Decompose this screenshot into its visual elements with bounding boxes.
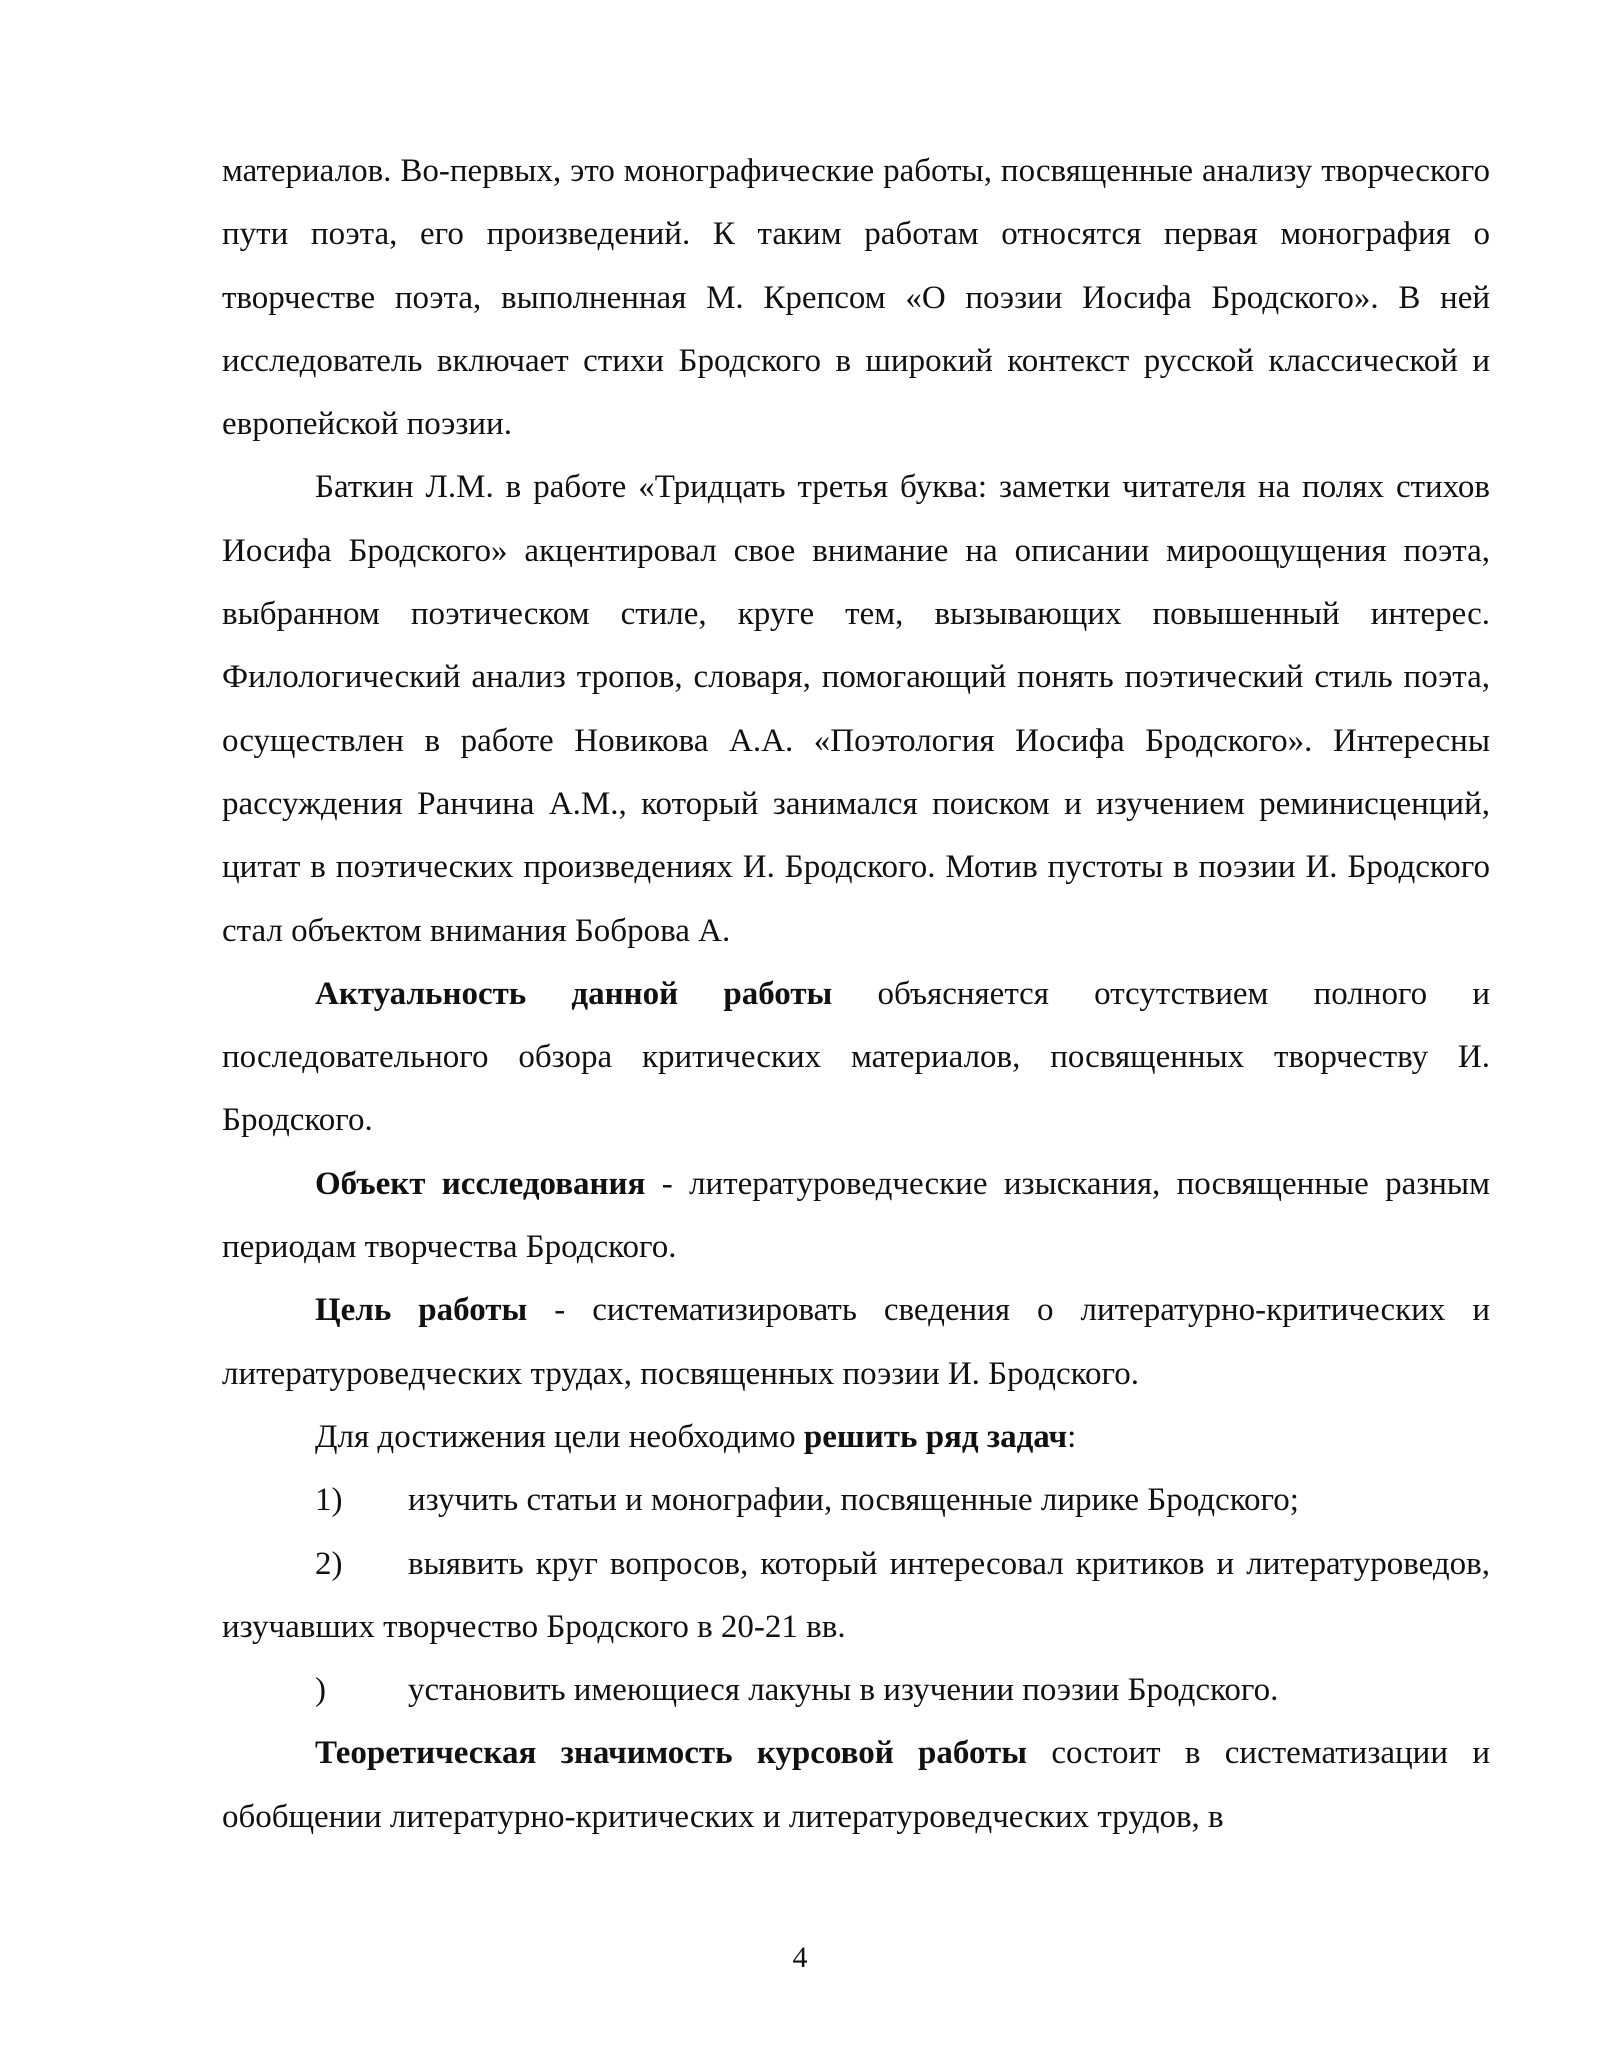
paragraph-tasks-intro [222,1406,1490,1469]
tasks-heading: решить ряд задач [803,1418,1068,1455]
tasks-intro-colon: : [1067,1418,1077,1455]
task-item-3 [222,1659,1490,1722]
goal-text: - систематизировать сведения о литературно-критических и литературоведческих трудах, посвященных поэзии И. Бродского. [222,1292,1490,1392]
paragraph-object [222,1153,1490,1280]
task-text: установить имеющиеся лакуны в изучении поэзии Бродского. [408,1672,1279,1709]
paragraph-theoretical-significance [222,1722,1490,1849]
task-number: 2) [315,1545,343,1582]
task-number: ) [315,1672,326,1709]
task-item-1 [222,1469,1490,1532]
tasks-intro-text: Для достижения цели необходимо [315,1418,804,1455]
paragraph-batkin: Баткин Л.М. в работе «Тридцать третья буква: заметки читателя на полях стихов Иосифа Бродского» акцентировал свое внимание на описании мироощущения поэта, выбранном поэтическом стиле, круге тем, вызывающих повышенный интерес. Филологический анализ тропов, словаря, помогающий понять поэтический стиль поэта, осуществлен в работе Новикова А.А. «Поэтология Иосифа Бродского». Интересны рассуждения Ранчина А.М., который занимался поиском и изучением реминисценций, цитат в поэтических произведениях И. Бродского. Мотив пустоты в поэзии И. Бродского стал объектом внимания Боброва А. [222,469,1490,949]
relevance-text: объясняется отсутствием полного и последовательного обзора критических материалов, посвященных творчеству И. Бродского. [222,975,1490,1139]
object-heading: Объект исследования [315,1165,646,1202]
goal-heading: Цель работы [315,1292,528,1329]
task-item-2 [222,1533,1490,1660]
paragraph-goal [222,1279,1490,1406]
relevance-heading: Актуальность данной работы [315,975,833,1012]
theoretical-text: состоит в систематизации и обобщении литературно-критических и литературоведческих трудов, в [222,1735,1490,1835]
paragraph-relevance [222,963,1490,1153]
theoretical-heading: Теоретическая значимость курсовой работы [315,1735,1028,1772]
page-number: 4 [792,1941,808,1974]
page-body [222,140,1490,1849]
task-number: 1) [315,1482,343,1519]
object-text: - литературоведческие изыскания, посвященные разным периодам творчества Бродского. [222,1165,1490,1266]
task-text: выявить круг вопросов, который интересовал критиков и литературоведов, изучавших творчество Бродского в 20-21 вв. [222,1545,1490,1645]
paragraph-intro: материалов. Во-первых, это монографические работы, посвященные анализу творческого пути поэта, его произведений. К таким работам относятся первая монография о творчестве поэта, выполненная М. Крепсом «О поэзии Иосифа Бродского». В ней исследователь включает стихи Бродского в широкий контекст русской классической и европейской поэзии. [222,153,1490,443]
task-text: изучить статьи и монографии, посвященные лирике Бродского; [408,1482,1299,1519]
